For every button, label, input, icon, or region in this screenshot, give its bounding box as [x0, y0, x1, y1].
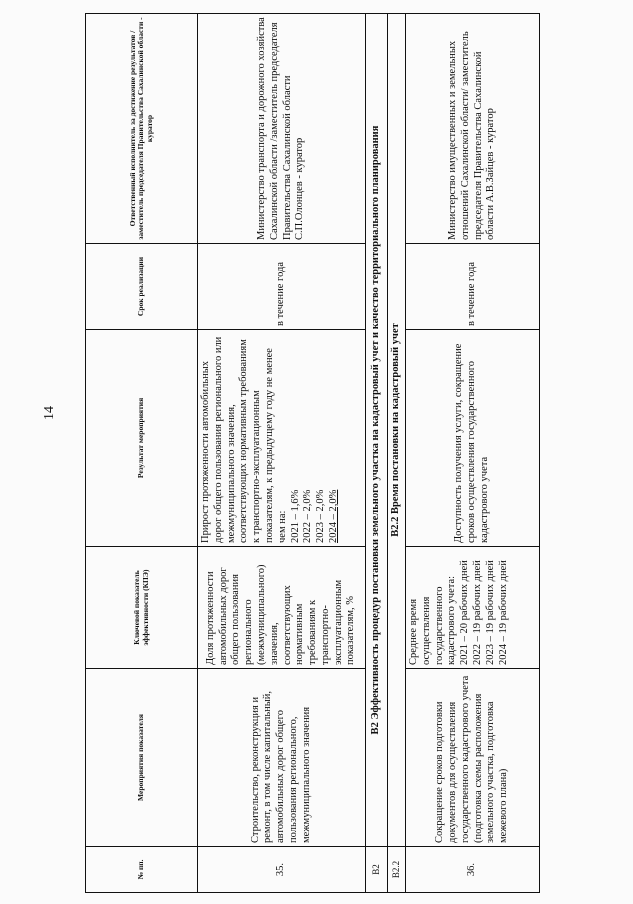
header-num: № пп.	[86, 847, 198, 893]
row-35-term: в течение года	[198, 244, 366, 330]
measures-table	[85, 13, 540, 893]
header-result: Результат мероприятия	[86, 330, 198, 547]
section-b2-row	[366, 14, 388, 893]
section-b22-row	[388, 14, 406, 893]
header-term: Срок реализации	[86, 244, 198, 330]
row-35-num: 35.	[198, 847, 366, 893]
table-header-row	[86, 14, 198, 893]
row-35-result-2023: 2023 – 2,0%	[315, 489, 327, 543]
row-35-result-2021: 2021 – 1,6%	[289, 489, 301, 543]
row-36-kpi-2022: 2022 – 19 рабочих дней	[471, 560, 483, 665]
section-b22-code: В2.2	[388, 847, 406, 893]
row-36-result: Доступность получения услуги, сокращение сроков осуществления государственного кадастрового учета	[406, 330, 540, 547]
row-36-kpi	[406, 547, 540, 669]
header-kpi: Ключевой показатель эффективности (КПЭ)	[86, 547, 198, 669]
header-measures: Мероприятия показателя	[86, 669, 198, 847]
row-36-num: 36.	[406, 847, 540, 893]
row-36-kpi-2024: 2024 – 19 рабочих дней	[497, 560, 509, 665]
row-35-kpi: Доля протяженности автомобильных дорог общего пользования регионального (межмуниципального) значения, соответствующих нормативным требованиям к транспортно-эксплуатационным показателям, %	[198, 547, 366, 669]
row-35-result-2024: 2024 – 2,0%	[327, 489, 339, 543]
row-35-result-2022: 2022 – 2,0%	[302, 489, 314, 543]
row-36-term: в течение года	[406, 244, 540, 330]
rotated-table-sheet	[85, 14, 591, 893]
row-35-result	[198, 330, 366, 547]
page-number: 14	[42, 406, 57, 420]
row-35-measures: Строительство, реконструкция и ремонт, в том числе капитальный, автомобильных дорог общего пользования регионального, межмуниципального значения	[198, 669, 366, 847]
row-36-kpi-2021: 2021 – 20 рабочих дней	[459, 560, 471, 665]
row-36-measures: Сокращение сроков подготовки документов для осуществления государственного кадастрового учета (подготовка схемы расположения земельного участка, подготовка межевого плана)	[406, 669, 540, 847]
row-36-kpi-2023: 2023 – 19 рабочих дней	[484, 560, 496, 665]
table-row	[198, 14, 366, 893]
row-36-kpi-text: Среднее время осуществления государственного кадастрового учета:	[408, 575, 458, 665]
table-row	[406, 14, 540, 893]
section-b2-title: В2 Эффективность процедур постановки земельного участка на кадастровый учет и качество территориального планирования	[366, 14, 388, 847]
section-b22-title: В2.2 Время постановки на кадастровый учет	[388, 14, 406, 847]
row-35-responsible: Министерство транспорта и дорожного хозяйства Сахалинской области /заместитель председателя Правительства Сахалинской области С.П.Олонцев - куратор	[198, 14, 366, 244]
header-responsible: Ответственный исполнитель за достижение результатов / заместитель председателя Правительства Сахалинской области - куратор	[86, 14, 198, 244]
row-35-result-text: Прирост протяженности автомобильных дорог общего пользования регионального или межмуниципального значения, соответствующих нормативным требованиям к транспортно-эксплуатационным показателям, к предыдущему году не менее чем на:	[200, 336, 288, 543]
row-36-responsible: Министерство имущественных и земельных отношений Сахалинской области/ заместитель председателя Правительства Сахалинской области А.В.Зайцев - куратор	[406, 14, 540, 244]
section-b2-code: В2	[366, 847, 388, 893]
